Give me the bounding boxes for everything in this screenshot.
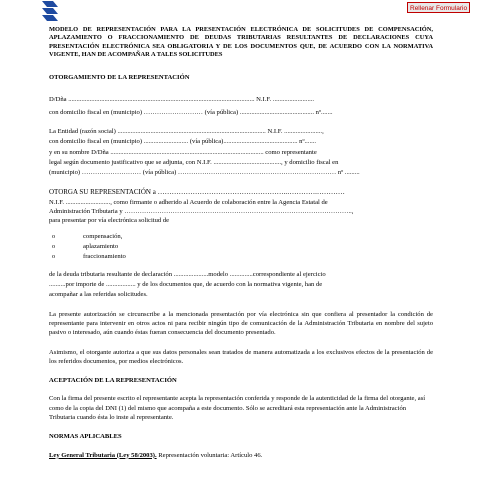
representative-nif-line: N.I.F. ..........................., como firmante o adherido al Acuerdo de colaboración entre la Agencia Estatal de <box>49 198 328 206</box>
otorgamiento-heading: OTORGAMIENTO DE LA REPRESENTACIÓN <box>49 74 190 82</box>
entity-name-line: La Entidad (razón social) .......................................................................................... N.I.F. ......................., <box>49 128 324 136</box>
acceptance-paragraph: Con la firma del presente escrito el representante acepta la representación conferida y responde de la autenticidad de la firma del otorgante, así como de la copia del DNI (1) del mismo que acompaña a este documento. Sólo se acreditará esta representación ante la Administración Tributaria cuando ésta lo inste al representante. <box>49 395 426 422</box>
list-item: o aplazamiento <box>49 242 433 252</box>
aceptacion-heading: ACEPTACIÓN DE LA REPRESENTACIÓN <box>49 377 177 385</box>
amount-line: ..........por importe de .................. y de los documentos que, de acuerdo con la normativa vigente, han de <box>49 281 323 289</box>
representative-agreement-line: Administración Tributaria y ………………………………………………………………………………………….., <box>49 208 354 216</box>
normas-heading: NORMAS APLICABLES <box>49 433 122 441</box>
debt-line: de la deuda tributaria resultante de declaración .....................modelo ..............correspondiente al ejercicio <box>49 270 326 278</box>
otorga-line: OTORGA SU REPRESENTACIÓN a ………………………………………………..………….………… <box>49 187 345 196</box>
law-reference <box>49 452 433 460</box>
law-article: Representación voluntaria: Artículo 46. <box>156 451 263 459</box>
document-body <box>49 26 433 460</box>
request-type-list <box>49 232 433 262</box>
fill-form-button[interactable]: Rellenar Formulario <box>407 2 470 13</box>
document-title: MODELO DE REPRESENTACIÓN PARA LA PRESENTACIÓN ELECTRÓNICA DE SOLICITUDES DE COMPENSACIÓN, APLAZAMIENTO O FRACCIONAMIENTO DE DEUDAS TRIBUTARIAS RESULTANTES DE DECLARACIONES CUYA PRESENTACIÓN ELECTRÓNICA SEA OBLIGATORIA Y DE LOS DOCUMENTOS QUE, DE ACUERDO CON LA NORMATIVA VIGENTE, HAN DE ACOMPAÑAR A TALES SOLICITUDES <box>49 26 433 58</box>
data-consent-paragraph: Asimismo, el otorgante autoriza a que sus datos personales sean tratados de manera automatizada a los exclusivos efectos de la presentación de los referidos documentos, por medios electrónicos. <box>49 348 433 365</box>
aeat-logo-icon <box>41 0 59 22</box>
purpose-line: para presentar por vía electrónica solicitud de <box>49 217 170 225</box>
legal-rep-line: y en su nombre D/Dña ............................................................................................. como representante <box>49 148 317 156</box>
grantor-name-line: D/Dña ................................................................................................................. N.I.F. ......................... <box>49 96 315 104</box>
law-title: Ley General Tributaria (Ley 58/2003). <box>49 451 157 459</box>
scope-paragraph: La presente autorización se circunscribe a la mencionada presentación por vía electrónica sin que confiera al presentador la condición de representante para intervenir en otros actos ni para recibir ningún tipo de comunicación de la Administración Tributaria en nombre del sujeto pasivo o interesado, aún cuando éstas fueran consecuencia del documento presentado. <box>49 310 433 337</box>
entity-address-line: con domicilio fiscal en (municipio) ........................... (vía pública)............................................. nº....... <box>49 138 317 146</box>
documents-line: acompañar a las referidas solicitudes. <box>49 291 148 299</box>
list-item: o fraccionamiento <box>49 252 433 262</box>
grantor-address-line: con domicilio fiscal en (municipio) ……………………… (vía pública) ............................................. nº....... <box>49 108 333 116</box>
legal-rep-nif-line: legal según documento justificativo que se adjunta, con N.I.F. ........................................., y domicilio fiscal en <box>49 158 339 166</box>
list-item: o compensación, <box>49 232 433 242</box>
legal-rep-address-line: (municipio) ……………………… (vía pública) ……………………………………………………………… nº ......... <box>49 169 360 177</box>
